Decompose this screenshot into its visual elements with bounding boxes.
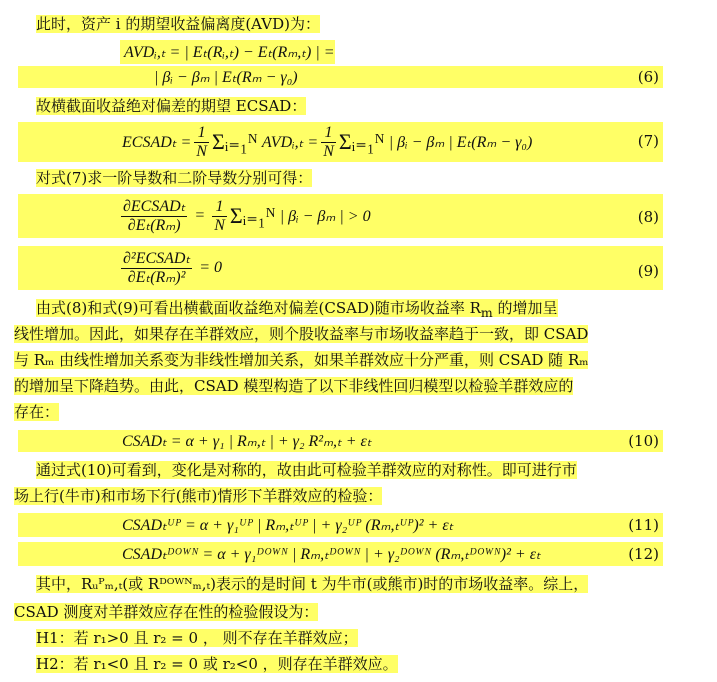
paragraph-hypothesis-intro-line2 xyxy=(14,602,318,622)
equation-highlight xyxy=(18,246,663,290)
paragraph-symmetry-line2 xyxy=(14,486,382,506)
paragraph-csad-model-line2 xyxy=(14,324,588,344)
equation-csad-regression: CSADₜ = α + γ₁ | Rₘ,ₜ | + γ₂ R²ₘ,ₜ + εₜ xyxy=(122,433,372,450)
fraction-numerator: ∂²ECSADₜ xyxy=(123,249,191,267)
eq8-rhs: | βᵢ − βₘ | > 0 xyxy=(279,208,371,225)
text-segment: 的增加呈 xyxy=(492,299,558,317)
fraction-denominator: N xyxy=(214,216,225,234)
equation-number-6: (6) xyxy=(637,68,659,86)
summation: Σᵢ₌₁ᴺ xyxy=(338,129,385,154)
summation: Σᵢ₌₁ᴺ xyxy=(211,129,258,154)
text-line: 线性增加。因此，如果存在羊群效应，则个股收益率与市场收益率趋于一致，即 CSAD xyxy=(14,325,589,343)
fraction-numerator: ∂ECSADₜ xyxy=(123,197,186,215)
fraction-numerator: 1 xyxy=(194,124,209,143)
text-line: 通过式(10)可看到，变化是对称的，故由此可检验羊群效应的对称性。即可进行市 xyxy=(36,461,577,479)
fraction-denominator: ∂Eₜ(Rₘ) xyxy=(127,216,181,234)
fraction-denominator: N xyxy=(196,142,207,160)
text-line: 故横截面收益绝对偏差的期望 ECSAD： xyxy=(36,97,307,115)
equation-number-11: (11) xyxy=(628,516,659,534)
text-line: 与 Rₘ 由线性增加关系变为非线性增加关系，如果羊群效应十分严重，则 CSAD 随 Rₘ xyxy=(14,351,589,369)
text-line: 存在： xyxy=(14,403,60,421)
equation-number-12: (12) xyxy=(628,545,659,563)
equation-first-derivative xyxy=(118,196,371,236)
fraction-numerator: 1 xyxy=(321,124,336,143)
equation-highlight xyxy=(18,66,663,88)
text-line: CSAD 测度对羊群效应存在性的检验假设为： xyxy=(14,603,319,621)
text-line: 其中，Rᵤᴾₘ,ₜ(或 Rᴰᴼᵂᴺₘ,ₜ)表示的是时间 t 为牛市(或熊市)时的市场收益率。综上， xyxy=(36,575,589,593)
text-segment: 由式(8)和式(9)可看出横截面收益绝对偏差(CSAD)随市场收益率 R xyxy=(36,299,481,317)
equation-up-market: CSADₜᵁᴾ = α + γ₁ᵁᴾ | Rₘ,ₜᵁᴾ | + γ₂ᵁᴾ (Rₘ,ₜᵁᴾ)² + εₜ xyxy=(122,517,454,534)
paragraph-csad-model xyxy=(0,298,558,323)
equation-down-market: CSADₜᴰᴼᵂᴺ = α + γ₁ᴰᴼᵂᴺ | Rₘ,ₜᴰᴼᵂᴺ | + γ₂ᴰᴼᵂᴺ (Rₘ,ₜᴰᴼᵂᴺ)² + εₜ xyxy=(122,546,541,563)
text-line: 场上行(牛市)和市场下行(熊市)情形下羊群效应的检验： xyxy=(14,487,383,505)
equation-second-derivative xyxy=(118,248,222,288)
fraction-denominator: N xyxy=(323,142,334,160)
fraction-1-over-n xyxy=(321,124,336,161)
text-line: 对式(7)求一阶导数和二阶导数分别可得： xyxy=(36,169,313,187)
fraction-numerator: 1 xyxy=(212,198,227,217)
text-line xyxy=(36,299,558,320)
paragraph-symmetry xyxy=(0,460,577,480)
fraction-denominator: ∂Eₜ(Rₘ)² xyxy=(127,268,186,286)
equation-avd-line1: AVDᵢ,ₜ = | Eₜ(Rᵢ,ₜ) − Eₜ(Rₘ,ₜ) | = xyxy=(124,44,335,61)
equation-number-9: (9) xyxy=(637,262,659,280)
equation-number-7: (7) xyxy=(637,132,659,150)
equals-sign: = xyxy=(194,207,206,224)
hypothesis-h1 xyxy=(0,628,358,648)
fraction-derivative xyxy=(121,198,187,235)
equation-number-8: (8) xyxy=(637,208,659,226)
equation-avd-line2: | βᵢ − βₘ | Eₜ(Rₘ − γ₀) xyxy=(154,69,298,86)
paragraph-hypothesis-intro xyxy=(0,574,588,594)
eq7-rhs: | βᵢ − βₘ | Eₜ(Rₘ − γ₀) xyxy=(388,134,533,151)
paragraph-csad-model-line3 xyxy=(14,350,588,370)
equation-number-10: (10) xyxy=(628,432,659,450)
summation: Σᵢ₌₁ᴺ xyxy=(229,203,276,228)
paragraph-csad-model-line5 xyxy=(14,402,59,422)
hypothesis-h2 xyxy=(0,654,398,674)
text-line: 此时，资产 i 的期望收益偏离度(AVD)为： xyxy=(36,15,320,33)
paragraph-csad-model-line4 xyxy=(14,376,573,396)
eq7-lhs: ECSADₜ = xyxy=(122,134,192,151)
text-line: 的增加呈下降趋势。由此，CSAD 模型构造了以下非线性回归模型以检验羊群效应的 xyxy=(14,377,574,395)
fraction-1-over-n xyxy=(212,198,227,235)
paragraph-avd-intro xyxy=(0,14,320,34)
equation-ecsad xyxy=(122,124,532,160)
eq9-rhs: = 0 xyxy=(199,259,222,276)
paragraph-derivative-intro xyxy=(0,168,312,188)
fraction-1-over-n xyxy=(194,124,209,161)
fraction-second-derivative xyxy=(121,250,192,287)
subscript: m xyxy=(480,305,493,320)
paragraph-ecsad-intro xyxy=(0,96,306,116)
eq7-mid: AVDᵢ,ₜ = xyxy=(261,134,319,151)
text-line: H1：若 r₁>0 且 r₂ = 0 ， 则不存在羊群效应； xyxy=(36,629,358,647)
text-line: H2：若 r₁<0 且 r₂ = 0 或 r₂<0 ，则存在羊群效应。 xyxy=(36,655,398,673)
